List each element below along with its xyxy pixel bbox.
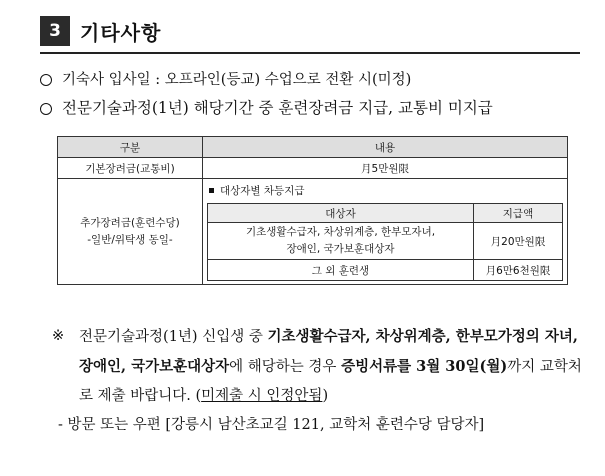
section-header	[40, 14, 580, 50]
extra-allowance-label: 추가장려금(훈련수당)	[80, 216, 180, 229]
circle-bullet-icon	[40, 74, 52, 86]
note-text: )	[322, 388, 329, 404]
bullet-allowance	[40, 96, 493, 118]
notice-paragraph	[52, 322, 592, 411]
inner-amount: 月6만6천원限	[474, 260, 563, 281]
extra-allowance-content	[203, 179, 568, 285]
inner-payment-table	[207, 203, 563, 281]
sub-bullet-text: 대상자별 차등지급	[220, 185, 305, 197]
table-header-category: 구분	[58, 137, 203, 158]
inner-target: 그 외 훈련생	[208, 260, 474, 281]
bullet-text: 기숙사 입사일 : 오프라인(등교) 수업으로 전환 시(미정)	[62, 72, 412, 88]
section-number: 3	[40, 16, 70, 46]
circle-bullet-icon	[40, 103, 52, 115]
bullet-dormitory	[40, 68, 411, 89]
table-row	[58, 179, 568, 285]
header-underline	[40, 52, 580, 54]
basic-allowance-label: 기본장려금(교통비)	[58, 158, 203, 179]
table-row	[58, 158, 568, 179]
note-text: 까지 교학처로 제출 바랍니다. (	[79, 359, 582, 404]
inner-row	[208, 223, 563, 260]
basic-allowance-value: 月5만원限	[203, 158, 568, 179]
inner-header-amount: 지급액	[474, 204, 563, 223]
section-title: 기타사항	[80, 21, 162, 45]
differential-payment-note	[209, 183, 563, 198]
note-text: 에 해당하는 경우	[229, 359, 342, 375]
table-header-content: 내용	[203, 137, 568, 158]
allowance-table	[57, 136, 568, 285]
note-eligible-groups: 기초생활수급자, 차상위계층, 한부모가정의 자녀, 장애인, 국가보훈대상자	[79, 328, 578, 375]
square-bullet-icon	[209, 188, 214, 193]
note-warning: 미제출 시 인정안됨	[201, 388, 323, 404]
extra-allowance-label-cell	[58, 179, 203, 285]
inner-target-cell	[208, 223, 474, 260]
bullet-text: 전문기술과정(1년) 해당기간 중 훈련장려금 지급, 교통비 미지급	[62, 99, 493, 117]
inner-target-line1: 기초생활수급자, 차상위계층, 한부모자녀,	[245, 226, 436, 238]
note-deadline: 증빙서류를 3월 30일(월)	[341, 358, 508, 375]
inner-amount: 月20만원限	[474, 223, 563, 260]
inner-header-target: 대상자	[208, 204, 474, 223]
reference-mark: ※	[52, 328, 65, 344]
inner-target-line2: 장애인, 국가보훈대상자	[286, 243, 395, 255]
extra-allowance-sublabel: -일반/위탁생 동일-	[87, 233, 173, 246]
note-text: 전문기술과정(1년) 신입생 중	[79, 329, 268, 345]
submission-method: - 방문 또는 우편 [강릉시 남산초교길 121, 교학처 훈련수당 담당자]	[58, 417, 485, 433]
inner-row	[208, 260, 563, 281]
